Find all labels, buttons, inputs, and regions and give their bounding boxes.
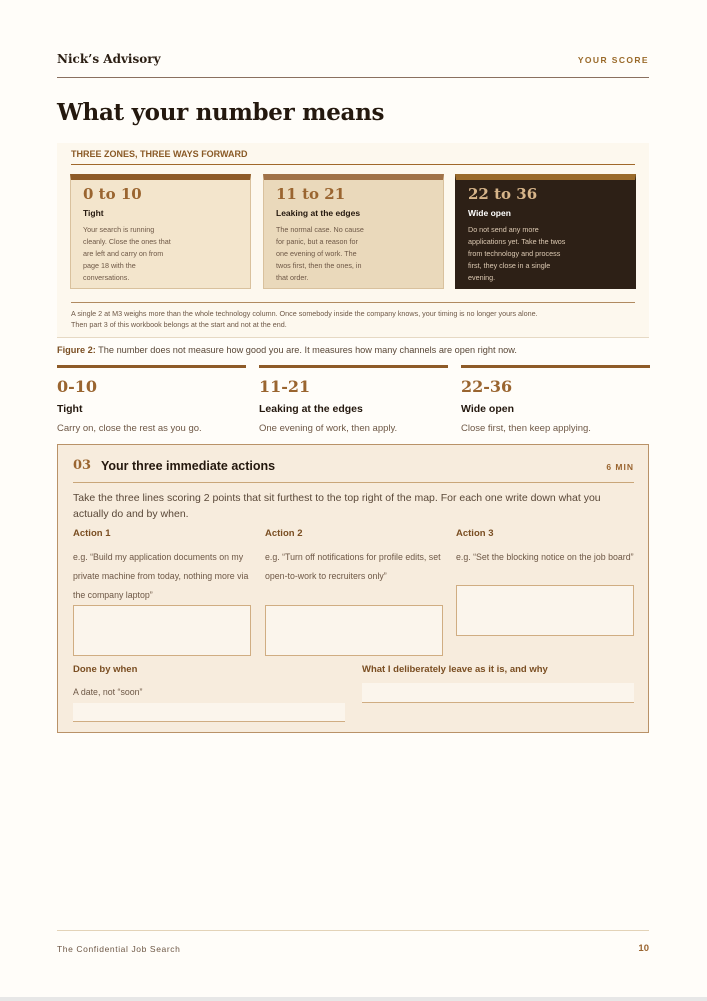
done-by-input[interactable]	[73, 703, 345, 722]
actions-header	[73, 457, 634, 483]
zone-name: Wide open	[468, 208, 511, 218]
done-by-label: Done by when	[73, 664, 138, 675]
book-title: The Confidential Job Search	[57, 944, 181, 954]
zone-name: Leaking at the edges	[276, 208, 361, 218]
leave-as-is-label: What I deliberately leave as it is, and why	[362, 664, 548, 675]
summary-description: Close first, then keep applying.	[461, 423, 591, 434]
exercise-number: 03	[73, 458, 92, 473]
zone-name: Tight	[83, 208, 104, 218]
actions-worksheet	[57, 444, 649, 733]
zone-description: Your search is running cleanly. Close the ones that are left and carry on from page 18 with the conversations.	[83, 225, 171, 282]
zone-card-wide-open	[455, 174, 636, 289]
leave-as-is-field	[362, 664, 634, 675]
summary-leaking	[259, 365, 448, 434]
exercise-intro: Take the three lines scoring 2 points that sit furthest to the top right of the map. For each one write down what you actually do and by when.	[73, 492, 601, 520]
zone-description: Do not send any more applications yet. Take the twos from technology and process first, they close in a single evening.	[468, 225, 566, 282]
action-2	[265, 528, 443, 586]
summary-range: 0-10	[57, 377, 98, 396]
zone-range: 11 to 21	[276, 185, 346, 203]
page-footer	[57, 930, 649, 956]
figure-caption	[57, 345, 517, 355]
summary-range: 11-21	[259, 377, 311, 396]
action-3-answer-box[interactable]	[456, 585, 634, 636]
summary-name: Tight	[57, 403, 83, 415]
done-by-field	[73, 664, 345, 697]
figure-heading: THREE ZONES, THREE WAYS FORWARD	[71, 149, 635, 165]
section-tag: YOUR SCORE	[577, 55, 649, 65]
summary-description: Carry on, close the rest as you go.	[57, 423, 202, 434]
action-1	[73, 528, 251, 605]
zone-range: 0 to 10	[83, 185, 142, 203]
duration-badge: 6 MIN	[606, 462, 634, 472]
page-title: What your number means	[57, 99, 385, 126]
action-label: Action 3	[456, 528, 494, 539]
summary-name: Leaking at the edges	[259, 403, 363, 415]
action-1-answer-box[interactable]	[73, 605, 251, 656]
action-label: Action 2	[265, 528, 303, 539]
leave-as-is-input[interactable]	[362, 683, 634, 703]
zone-range: 22 to 36	[468, 185, 538, 203]
action-hint: e.g. “Set the blocking notice on the job board”	[456, 552, 634, 562]
done-by-hint: A date, not “soon”	[73, 687, 143, 697]
page-edge	[0, 997, 707, 1001]
summary-name: Wide open	[461, 403, 514, 415]
summary-range: 22-36	[461, 377, 513, 396]
zone-card-tight	[70, 174, 251, 289]
brand-name: Nick’s Advisory	[57, 52, 161, 66]
action-label: Action 1	[73, 528, 111, 539]
exercise-title: Your three immediate actions	[101, 459, 276, 473]
summary-description: One evening of work, then apply.	[259, 423, 398, 434]
action-3	[456, 528, 634, 567]
zone-card-leaking	[263, 174, 444, 289]
caption-label: Figure 2:	[57, 345, 96, 355]
figure-note: A single 2 at M3 weighs more than the whole technology column. Once somebody inside the company knows, your timing is no longer yours alone. Then part 3 of this workbook belongs at the start and not at the end.	[71, 302, 635, 330]
summary-tight	[57, 365, 246, 434]
action-2-answer-box[interactable]	[265, 605, 443, 656]
zones-figure	[57, 143, 649, 338]
page-number: 10	[638, 943, 649, 954]
action-hint: e.g. “Build my application documents on my private machine from today, nothing more via the company laptop”	[73, 552, 249, 600]
page-header	[57, 52, 649, 78]
action-hint: e.g. “Turn off notifications for profile edits, set open-to-work to recruiters only”	[265, 552, 441, 581]
caption-text: The number does not measure how good you are. It measures how many channels are open right now.	[95, 345, 517, 355]
summary-wide-open	[461, 365, 650, 434]
zone-description: The normal case. No cause for panic, but a reason for one evening of work. The twos first, then the ones, in that order.	[276, 225, 364, 282]
